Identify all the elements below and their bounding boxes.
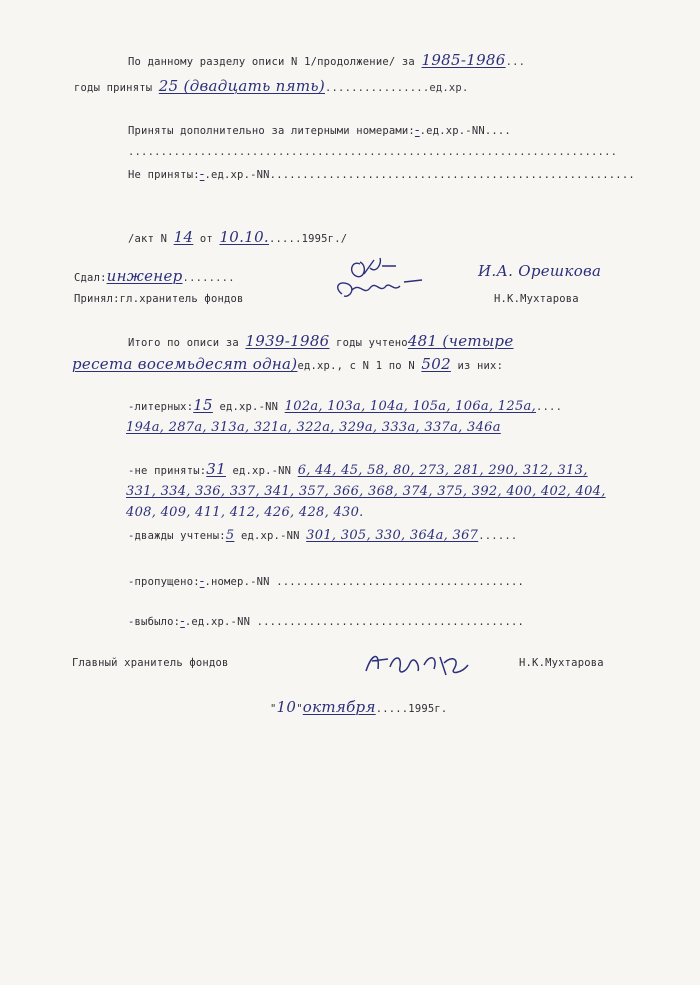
totals-last-number-handwritten: 502 (421, 355, 451, 373)
extra-literal-handwritten: - (414, 123, 420, 138)
act-line (128, 228, 347, 246)
totals-count-words-handwritten: ресета восемьдесят одна) (72, 355, 298, 373)
footer-title: Главный хранитель фондов (72, 657, 229, 669)
section-line-2 (74, 77, 468, 95)
act-from: от (199, 233, 213, 245)
twice-label: -дважды учтены: (128, 530, 226, 542)
not-accepted-line-1 (128, 460, 588, 478)
gave-role-handwritten: инженер (106, 267, 183, 285)
totals-range: ед.хр., с N 1 по N (297, 360, 415, 372)
footer-date-open-quote: " (270, 703, 277, 715)
totals-count-handwritten: 481 (четыре (407, 332, 514, 350)
chief-signature-icon (358, 643, 488, 683)
act-number-handwritten: 14 (173, 228, 194, 246)
literal-mid: ед.хр.-NN (219, 401, 279, 413)
totals-years-handwritten: 1939-1986 (245, 332, 330, 350)
not-accepted-line-2 (126, 484, 606, 499)
extra-not-accepted-suffix: .ед.хр.-NN........................................................ (204, 169, 635, 181)
totals-prefix: Итого по описи за (128, 337, 239, 349)
footer-date-month-handwritten: октября (302, 698, 376, 716)
section-line-1 (128, 51, 525, 69)
twice-count-handwritten: 5 (225, 528, 235, 543)
section-years-handwritten: 1985-1986 (421, 51, 506, 69)
gave-role-dots: ........ (182, 272, 235, 284)
totals-line-2 (72, 355, 503, 373)
skipped-label: -пропущено: (128, 576, 200, 588)
footer-name: Н.К.Мухтарова (519, 657, 604, 669)
footer-date-day-handwritten: 10 (276, 698, 297, 716)
not-accepted-numbers-line-2-handwritten: 331, 334, 336, 337, 341, 357, 366, 368, 374, 375, 392, 400, 402, 404, (126, 484, 606, 499)
literal-line-2 (126, 420, 501, 435)
twice-mid: ед.хр.-NN (240, 530, 300, 542)
extra-not-accepted-handwritten: - (199, 167, 205, 182)
section-dots: ... (505, 56, 526, 68)
not-accepted-line-3 (126, 505, 364, 520)
retired-line (128, 614, 524, 629)
act-prefix: /акт N (128, 233, 168, 245)
twice-line (128, 528, 517, 543)
extra-not-accepted-label: Не приняты: (128, 169, 200, 181)
extra-literal-label: Приняты дополнительно за литерными номерами: (128, 125, 415, 137)
extra-literal-line (128, 123, 511, 138)
handover-gave-line (74, 267, 235, 285)
handover-signatures-icon (330, 252, 450, 307)
skipped-line (128, 574, 524, 589)
literal-line-1-dots: .... (536, 401, 563, 413)
received-label: Принял:гл.хранитель фондов (74, 293, 244, 305)
retired-handwritten: - (180, 614, 185, 629)
literal-numbers-line-1-handwritten: 102а, 103а, 104а, 105а, 106а, 125а, (284, 399, 537, 414)
act-date-handwritten: 10.10. (219, 228, 269, 246)
literal-label: -литерных: (128, 401, 194, 413)
received-name: Н.К.Мухтарова (494, 293, 579, 305)
handover-received-line (74, 293, 244, 305)
extra-dots-row: ........................................................................... (128, 146, 618, 158)
skipped-handwritten: - (199, 574, 205, 589)
not-accepted-count-handwritten: 31 (206, 460, 226, 478)
not-accepted-numbers-line-3-handwritten: 408, 409, 411, 412, 426, 428, 430. (126, 505, 364, 520)
literal-line-1 (128, 396, 562, 414)
literal-numbers-line-2-handwritten: 194а, 287а, 313а, 321а, 322а, 329а, 333а, 337а, 346а (126, 420, 501, 435)
literal-count-handwritten: 15 (193, 396, 213, 414)
act-tail: .....1995г./ (268, 233, 348, 245)
gave-label: Сдал: (74, 272, 107, 284)
not-accepted-mid: ед.хр.-NN (232, 465, 292, 477)
twice-dots: ...... (478, 530, 518, 542)
section-prefix: По данному разделу описи N 1/продолжение/ за (128, 56, 415, 68)
extra-not-accepted-line (128, 167, 635, 182)
section-count-handwritten: 25 (двадцать пять) (158, 77, 325, 95)
skipped-suffix: .номер.-NN ...................................... (204, 576, 525, 588)
totals-line-1 (128, 332, 514, 350)
totals-tail: из них: (457, 360, 504, 372)
gave-name-handwritten: И.А. Орешкова (478, 262, 602, 280)
not-accepted-numbers-line-1-handwritten: 6, 44, 45, 58, 80, 273, 281, 290, 312, 313, (297, 463, 588, 478)
footer-date-close-quote: " (296, 703, 303, 715)
section-count-suffix: ................ед.хр. (325, 82, 469, 94)
retired-suffix: .ед.хр.-NN ......................................... (184, 616, 525, 628)
section-accepted-label: годы приняты (74, 82, 153, 94)
extra-literal-suffix: .ед.хр.-NN.... (419, 125, 511, 137)
retired-label: -выбыло: (128, 616, 181, 628)
gave-name-line (478, 262, 601, 280)
footer-date-tail: .....1995г. (375, 703, 448, 715)
footer-date (270, 698, 447, 716)
twice-numbers-handwritten: 301, 305, 330, 364а, 367 (306, 528, 479, 543)
not-accepted-label: -не приняты: (128, 465, 207, 477)
totals-mid: годы учтено (336, 337, 408, 349)
